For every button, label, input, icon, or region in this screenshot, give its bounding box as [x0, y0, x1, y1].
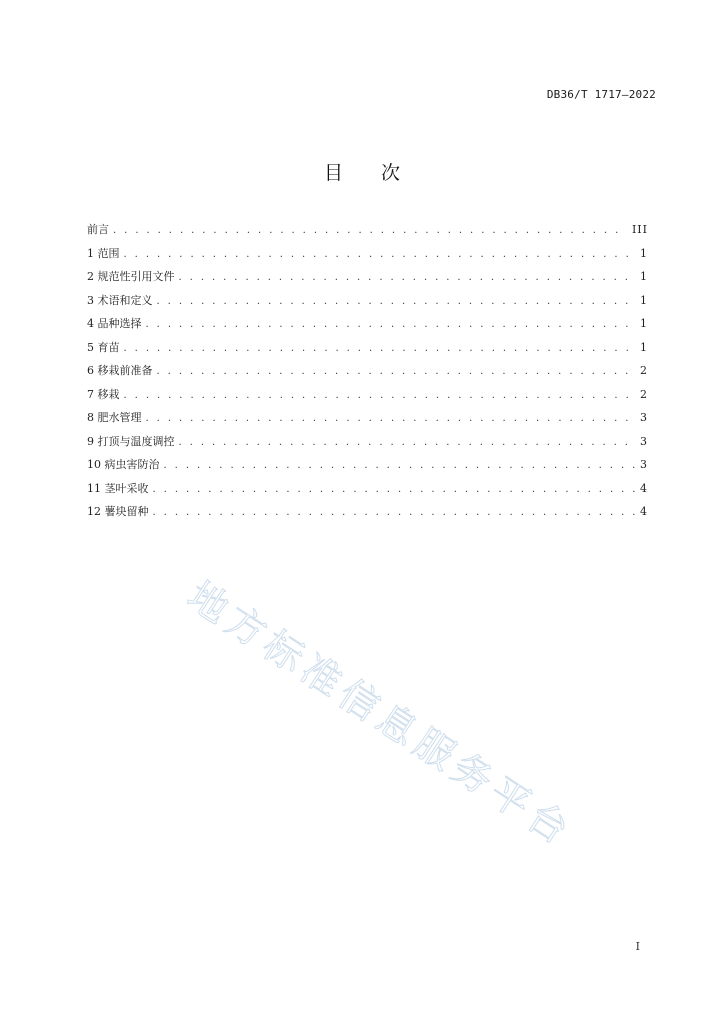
page-number: I: [635, 940, 640, 953]
toc-entry-label: 10 病虫害防治: [87, 458, 160, 471]
toc-entry-label: 8 肥水管理: [87, 411, 142, 424]
toc-entry-9[interactable]: [87, 430, 648, 454]
toc-page-number: 1: [640, 317, 648, 330]
toc-page-number: 4: [640, 481, 648, 495]
toc-page-number: 1: [640, 340, 648, 354]
toc-page-number: 3: [640, 411, 648, 424]
toc-entry-label: 11 茎叶采收: [87, 481, 149, 495]
toc-entry-12[interactable]: [87, 500, 648, 524]
toc-page-number: 3: [640, 434, 648, 448]
toc-entry-11[interactable]: [87, 477, 648, 501]
toc-page-number: 2: [640, 364, 648, 377]
toc-page-number: 1: [640, 293, 648, 307]
toc-entry-3[interactable]: [87, 289, 648, 313]
toc-entry-label: 3 术语和定义: [87, 293, 153, 307]
toc-dot-leader: [146, 313, 636, 337]
toc-dot-leader: [179, 266, 636, 290]
toc-entry-5[interactable]: [87, 336, 648, 360]
toc-entry-10[interactable]: [87, 453, 648, 477]
toc-entry-label: 9 打顶与温度调控: [87, 434, 175, 448]
toc-dot-leader: [124, 337, 636, 361]
toc-entry-6[interactable]: [87, 359, 648, 383]
watermark: 地方标准信息服务平台: [179, 573, 582, 857]
toc-page-number: 4: [640, 505, 648, 518]
toc-dot-leader: [124, 384, 636, 408]
table-of-contents: [87, 218, 648, 524]
toc-dot-leader: [153, 478, 636, 502]
toc-entry-label: 12 薯块留种: [87, 505, 149, 518]
toc-entry-foreword[interactable]: [87, 218, 648, 242]
toc-page-number: 1: [640, 246, 648, 260]
toc-dot-leader: [164, 454, 636, 478]
toc-entry-label: 1 范围: [87, 246, 120, 260]
toc-entry-2[interactable]: [87, 265, 648, 289]
toc-entry-label: 2 规范性引用文件: [87, 270, 175, 283]
toc-page-number: 3: [640, 458, 648, 471]
toc-entry-4[interactable]: [87, 312, 648, 336]
toc-entry-label: 4 品种选择: [87, 317, 142, 330]
page-title: 目 次: [323, 162, 417, 184]
toc-entry-label: 6 移栽前准备: [87, 364, 153, 377]
toc-page-number: 2: [640, 387, 648, 401]
toc-entry-7[interactable]: [87, 383, 648, 407]
toc-entry-label: 前言: [87, 223, 109, 236]
toc-entry-1[interactable]: [87, 242, 648, 266]
toc-entry-label: 7 移栽: [87, 387, 120, 401]
toc-entry-label: 5 育苗: [87, 340, 120, 354]
toc-page-number: III: [631, 223, 648, 236]
toc-dot-leader: [113, 219, 627, 243]
toc-dot-leader: [179, 431, 636, 455]
toc-dot-leader: [153, 501, 636, 525]
toc-entry-8[interactable]: [87, 406, 648, 430]
document-code: DB36/T 1717—2022: [546, 88, 656, 101]
toc-dot-leader: [146, 407, 636, 431]
toc-dot-leader: [157, 360, 636, 384]
toc-page-number: 1: [640, 270, 648, 283]
toc-dot-leader: [124, 243, 636, 267]
toc-dot-leader: [157, 290, 636, 314]
